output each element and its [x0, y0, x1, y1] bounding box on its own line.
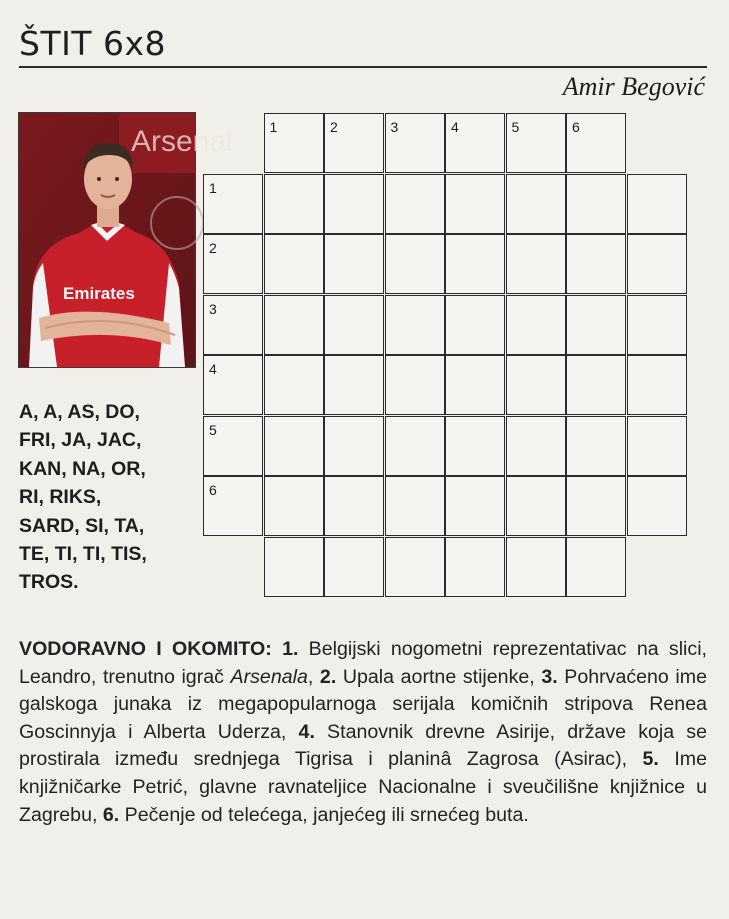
grid-cell[interactable]	[324, 234, 384, 294]
word-list-line: TE, TI, TI, TIS,	[19, 543, 147, 566]
grid-cell[interactable]	[566, 295, 626, 355]
word-list-line: RI, RIKS,	[19, 486, 102, 509]
clue-number: 1.	[282, 638, 299, 660]
grid-cell[interactable]	[445, 113, 505, 173]
row-number: 3	[209, 300, 217, 317]
grid-cell[interactable]	[566, 355, 626, 415]
grid-cell[interactable]	[566, 113, 626, 173]
grid-cell[interactable]	[324, 174, 384, 234]
grid-cell[interactable]	[385, 234, 445, 294]
grid-cell[interactable]	[264, 295, 324, 355]
row-number: 1	[209, 179, 217, 196]
grid-cell[interactable]	[264, 476, 324, 536]
grid-cell[interactable]	[445, 355, 505, 415]
grid-cell[interactable]	[264, 416, 324, 476]
grid-cell[interactable]	[445, 476, 505, 536]
grid-cell[interactable]	[385, 355, 445, 415]
word-list-line: SARD, SI, TA,	[19, 514, 145, 537]
clue-text: Belgijski nogometni reprezentativac na slici, Leandro, trenutno igrač	[19, 638, 707, 688]
grid-cell[interactable]	[385, 537, 445, 597]
column-number: 3	[390, 119, 399, 135]
grid-cell[interactable]	[385, 295, 445, 355]
clue-text: ,	[307, 665, 320, 688]
grid-cell[interactable]	[506, 416, 566, 476]
grid-cell[interactable]	[324, 295, 384, 355]
clue-text: Upala aortne stijenke,	[336, 665, 542, 688]
row-number: 4	[209, 361, 217, 377]
footballer-photo-icon	[19, 113, 233, 367]
clue-number: 6.	[102, 803, 120, 826]
grid-cell[interactable]	[506, 355, 566, 415]
grid-cell[interactable]	[264, 113, 324, 173]
shirt-text: Emirates	[63, 284, 135, 303]
row-number: 6	[209, 482, 217, 498]
clue-number: 5.	[642, 748, 659, 771]
clue-text: Pohrvaćeno ime galskoga junaka iz megapopularnoga serijala komičnih stripova Renea Goscinnyja i Alberta Uderza,	[19, 665, 708, 743]
grid-cell[interactable]	[324, 537, 384, 597]
player-photo	[18, 112, 233, 368]
grid-cell[interactable]	[203, 476, 263, 536]
word-list-line: A, A, AS, DO,	[19, 401, 140, 423]
clue-text: Pečenje od telećega, janjećeg ili srnećeg buta.	[119, 803, 529, 826]
grid-cell[interactable]	[566, 174, 626, 234]
grid-cell[interactable]	[627, 416, 687, 476]
grid-cell[interactable]	[506, 295, 566, 355]
grid-cell[interactable]	[445, 537, 505, 597]
word-list	[19, 398, 199, 597]
column-number: 1	[269, 119, 278, 135]
grid-cell[interactable]	[506, 174, 566, 234]
grid-cell[interactable]	[566, 537, 626, 597]
grid-cell[interactable]	[385, 113, 445, 173]
grid-cell[interactable]	[264, 537, 324, 597]
clue-number: 4.	[298, 720, 315, 743]
grid-cell[interactable]	[264, 174, 324, 234]
row-number: 5	[209, 421, 217, 438]
grid-cell[interactable]	[506, 113, 566, 173]
column-number: 4	[451, 119, 459, 135]
column-number: 2	[330, 119, 338, 135]
grid-cell[interactable]	[324, 355, 384, 415]
word-list-line: KAN, NA, OR,	[19, 457, 146, 480]
clue-number: 3.	[541, 665, 558, 688]
grid-cell[interactable]	[324, 113, 384, 173]
word-list-line: TROS.	[19, 571, 79, 594]
grid-cell[interactable]	[566, 234, 626, 294]
grid-cell[interactable]	[203, 234, 263, 294]
banner-text: Arsenal	[131, 125, 233, 158]
column-number: 6	[572, 119, 580, 135]
grid-cell[interactable]	[385, 476, 445, 536]
grid-cell[interactable]	[264, 234, 324, 294]
puzzle-title: ŠTIT 6x8	[19, 24, 167, 63]
clue-text: Stanovnik drevne Asirije, države koja se prostirala između srednjega Tigrisa i planinâ Zagrosa (Asirac),	[19, 720, 707, 771]
grid-cell[interactable]	[385, 416, 445, 476]
grid-cell[interactable]	[566, 476, 626, 536]
grid-cell[interactable]	[385, 174, 445, 234]
clues-heading: VODORAVNO I OKOMITO:	[19, 638, 272, 660]
clue-number: 2.	[319, 665, 337, 688]
title-divider	[19, 66, 707, 68]
row-number: 2	[209, 240, 217, 256]
grid-cell[interactable]	[506, 234, 566, 294]
grid-cell[interactable]	[506, 476, 566, 536]
grid-cell[interactable]	[324, 416, 384, 476]
grid-cell[interactable]	[264, 355, 324, 415]
grid-cell[interactable]	[445, 174, 505, 234]
grid-cell[interactable]	[324, 476, 384, 536]
grid-cell[interactable]	[445, 295, 505, 355]
word-list-line: FRI, JA, JAC,	[19, 429, 142, 452]
grid-cell[interactable]	[203, 355, 263, 415]
grid-cell[interactable]	[203, 295, 263, 355]
grid-cell[interactable]	[627, 234, 687, 294]
grid-cell[interactable]	[627, 355, 687, 415]
clue-italic: Arsenala	[230, 665, 308, 688]
grid-cell[interactable]	[566, 416, 626, 476]
grid-cell[interactable]	[506, 537, 566, 597]
clues-text	[19, 636, 707, 829]
grid-cell[interactable]	[627, 174, 687, 234]
grid-cell[interactable]	[203, 174, 263, 234]
grid-cell[interactable]	[203, 416, 263, 476]
grid-cell[interactable]	[627, 476, 687, 536]
grid-cell[interactable]	[445, 234, 505, 294]
grid-cell[interactable]	[445, 416, 505, 476]
column-number: 5	[511, 119, 520, 135]
grid-cell[interactable]	[627, 295, 687, 355]
author-name: Amir Begović	[562, 72, 705, 101]
clue-text: Ime knjižničarke Petrić, glavne ravnateljice Nacionalne i sveučilišne knjižnice u Zagrebu,	[19, 748, 707, 826]
